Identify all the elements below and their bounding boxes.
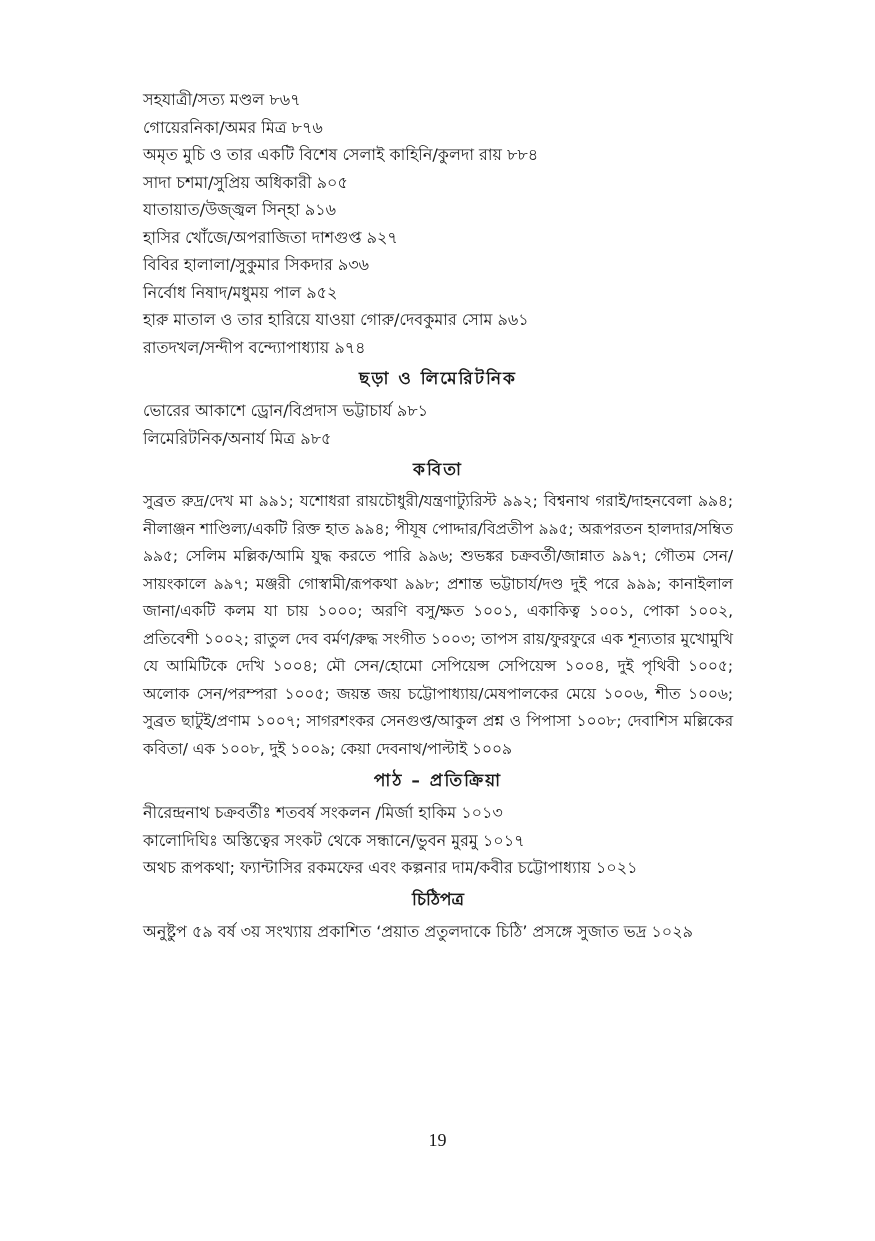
contents-list <box>143 86 733 945</box>
contents-entry: অথচ রূপকথা; ফ্যান্টাসির রকমফের এবং কল্পনার দাম/কবীর চট্টোপাধ্যায় ১০২১ <box>143 858 638 877</box>
contents-entry: সহযাত্রী/সত্য মণ্ডল ৮৬৭ <box>143 90 301 109</box>
reviews-section <box>143 799 733 882</box>
contents-entry: সাদা চশমা/সুপ্রিয় অধিকারী ৯০৫ <box>143 172 348 192</box>
contents-entry: হাসির খোঁজে/অপরাজিতা দাশগুপ্ত ৯২৭ <box>143 227 398 247</box>
contents-entry: নির্বোধ নিষাদ/মধুময় পাল ৯৫২ <box>143 282 338 302</box>
contents-entry: অনুষ্টুপ ৫৯ বর্ষ ৩য় সংখ্যায় প্রকাশিত ‘প্রয়াত প্রতুলদাকে চিঠি’ প্রসঙ্গে সুজাত ভদ্র ১০২৯ <box>143 921 693 941</box>
rhymes-heading: ছড়া ও লিমেরিটনিক <box>359 369 517 389</box>
contents-entry: নীরেন্দ্রনাথ চক্রবর্তীঃ শতবর্ষ সংকলন /মির্জা হাকিম ১০১৩ <box>143 803 503 822</box>
contents-entry: যাতায়াত/উজ্জ্বল সিন্‌হা ৯১৬ <box>143 200 337 219</box>
reviews-heading: পাঠ – প্রতিক্রিয়া <box>373 771 503 791</box>
poetry-paragraph: সুব্রত রুদ্র/দেখ মা ৯৯১; যশোধরা রায়চৌধুরী/যন্ত্রণাট্যুরিস্ট ৯৯২; বিশ্বনাথ গরাই/দাহনবেলা ৯৯৪; নীলাঞ্জন শাণ্ডিল্য/একটি রিক্ত হাত ৯৯৪; পীযূষ পোদ্দার/বিপ্রতীপ ৯৯৫; অরূপরতন হালদার/সম্বিত ৯৯৫; সেলিম মল্লিক/আমি যুদ্ধ করতে পারি ৯৯৬; শুভঙ্কর চক্রবর্তী/জান্নাত ৯৯৭; গৌতম সেন/সায়ংকালে ৯৯৭; মঞ্জরী গোস্বামী/রূপকথা ৯৯৮; প্রশান্ত ভট্টাচার্য/দণ্ড দুই পরে ৯৯৯; কানাইলাল জানা/একটি কলম যা চায় ১০০০; অরণি বসু/ক্ষত ১০০১, একাকিত্ব ১০০১, পোকা ১০০২, প্রতিবেশী ১০০২; রাতুল দেব বর্মণ/রুদ্ধ সংগীত ১০০৩; তাপস রায়/ফুরফুরে এক শূন্যতার মুখোমুখি যে আমিটিকে দেখি ১০০৪; মৌ সেন/হোমো সেপিয়েন্স সেপিয়েন্স ১০০৪, দুই পৃথিবী ১০০৫; অলোক সেন/পরম্পরা ১০০৫; জয়ন্ত জয় চট্টোপাধ্যায়/মেষপালকের মেয়ে ১০০৬, শীত ১০০৬; সুব্রত ছাটুই/প্রণাম ১০০৭; সাগরশংকর সেনগুপ্ত/আকুল প্রশ্ন ও পিপাসা ১০০৮; দেবাশিস মল্লিকের কবিতা/ এক ১০০৮, দুই ১০০৯; কেয়া দেবনাথ/পাল্টাই ১০০৯ <box>143 492 733 758</box>
contents-entry: লিমেরিটনিক/অনার্য মিত্র ৯৮৫ <box>143 428 332 448</box>
rhymes-section <box>143 397 733 452</box>
contents-entry: রাতদখল/সন্দীপ বন্দ্যোপাধ্যায় ৯৭৪ <box>143 337 366 357</box>
letters-section <box>143 918 733 946</box>
contents-entry: ভোরের আকাশে ড্রোন/বিপ্রদাস ভট্টাচার্য ৯৮১ <box>143 401 428 420</box>
poetry-heading: কবিতা <box>413 460 463 480</box>
contents-entry: বিবির হালালা/সুকুমার সিকদার ৯৩৬ <box>143 255 370 274</box>
page-number: 19 <box>428 1130 447 1150</box>
contents-entry: কালোদিঘিঃ অস্তিত্বের সংকট থেকে সন্ধানে/ভুবন মুরমু ১০১৭ <box>143 830 525 850</box>
contents-entry: হারু মাতাল ও তার হারিয়ে যাওয়া গোরু/দেবকুমার সোম ৯৬১ <box>143 310 529 329</box>
contents-entry: অমৃত মুচি ও তার একটি বিশেষ সেলাই কাহিনি/কুলদা রায় ৮৮৪ <box>143 145 539 164</box>
stories-section <box>143 86 733 361</box>
contents-entry: গোয়েরনিকা/অমর মিত্র ৮৭৬ <box>143 117 323 137</box>
letters-heading: চিঠিপত্র <box>411 889 465 910</box>
